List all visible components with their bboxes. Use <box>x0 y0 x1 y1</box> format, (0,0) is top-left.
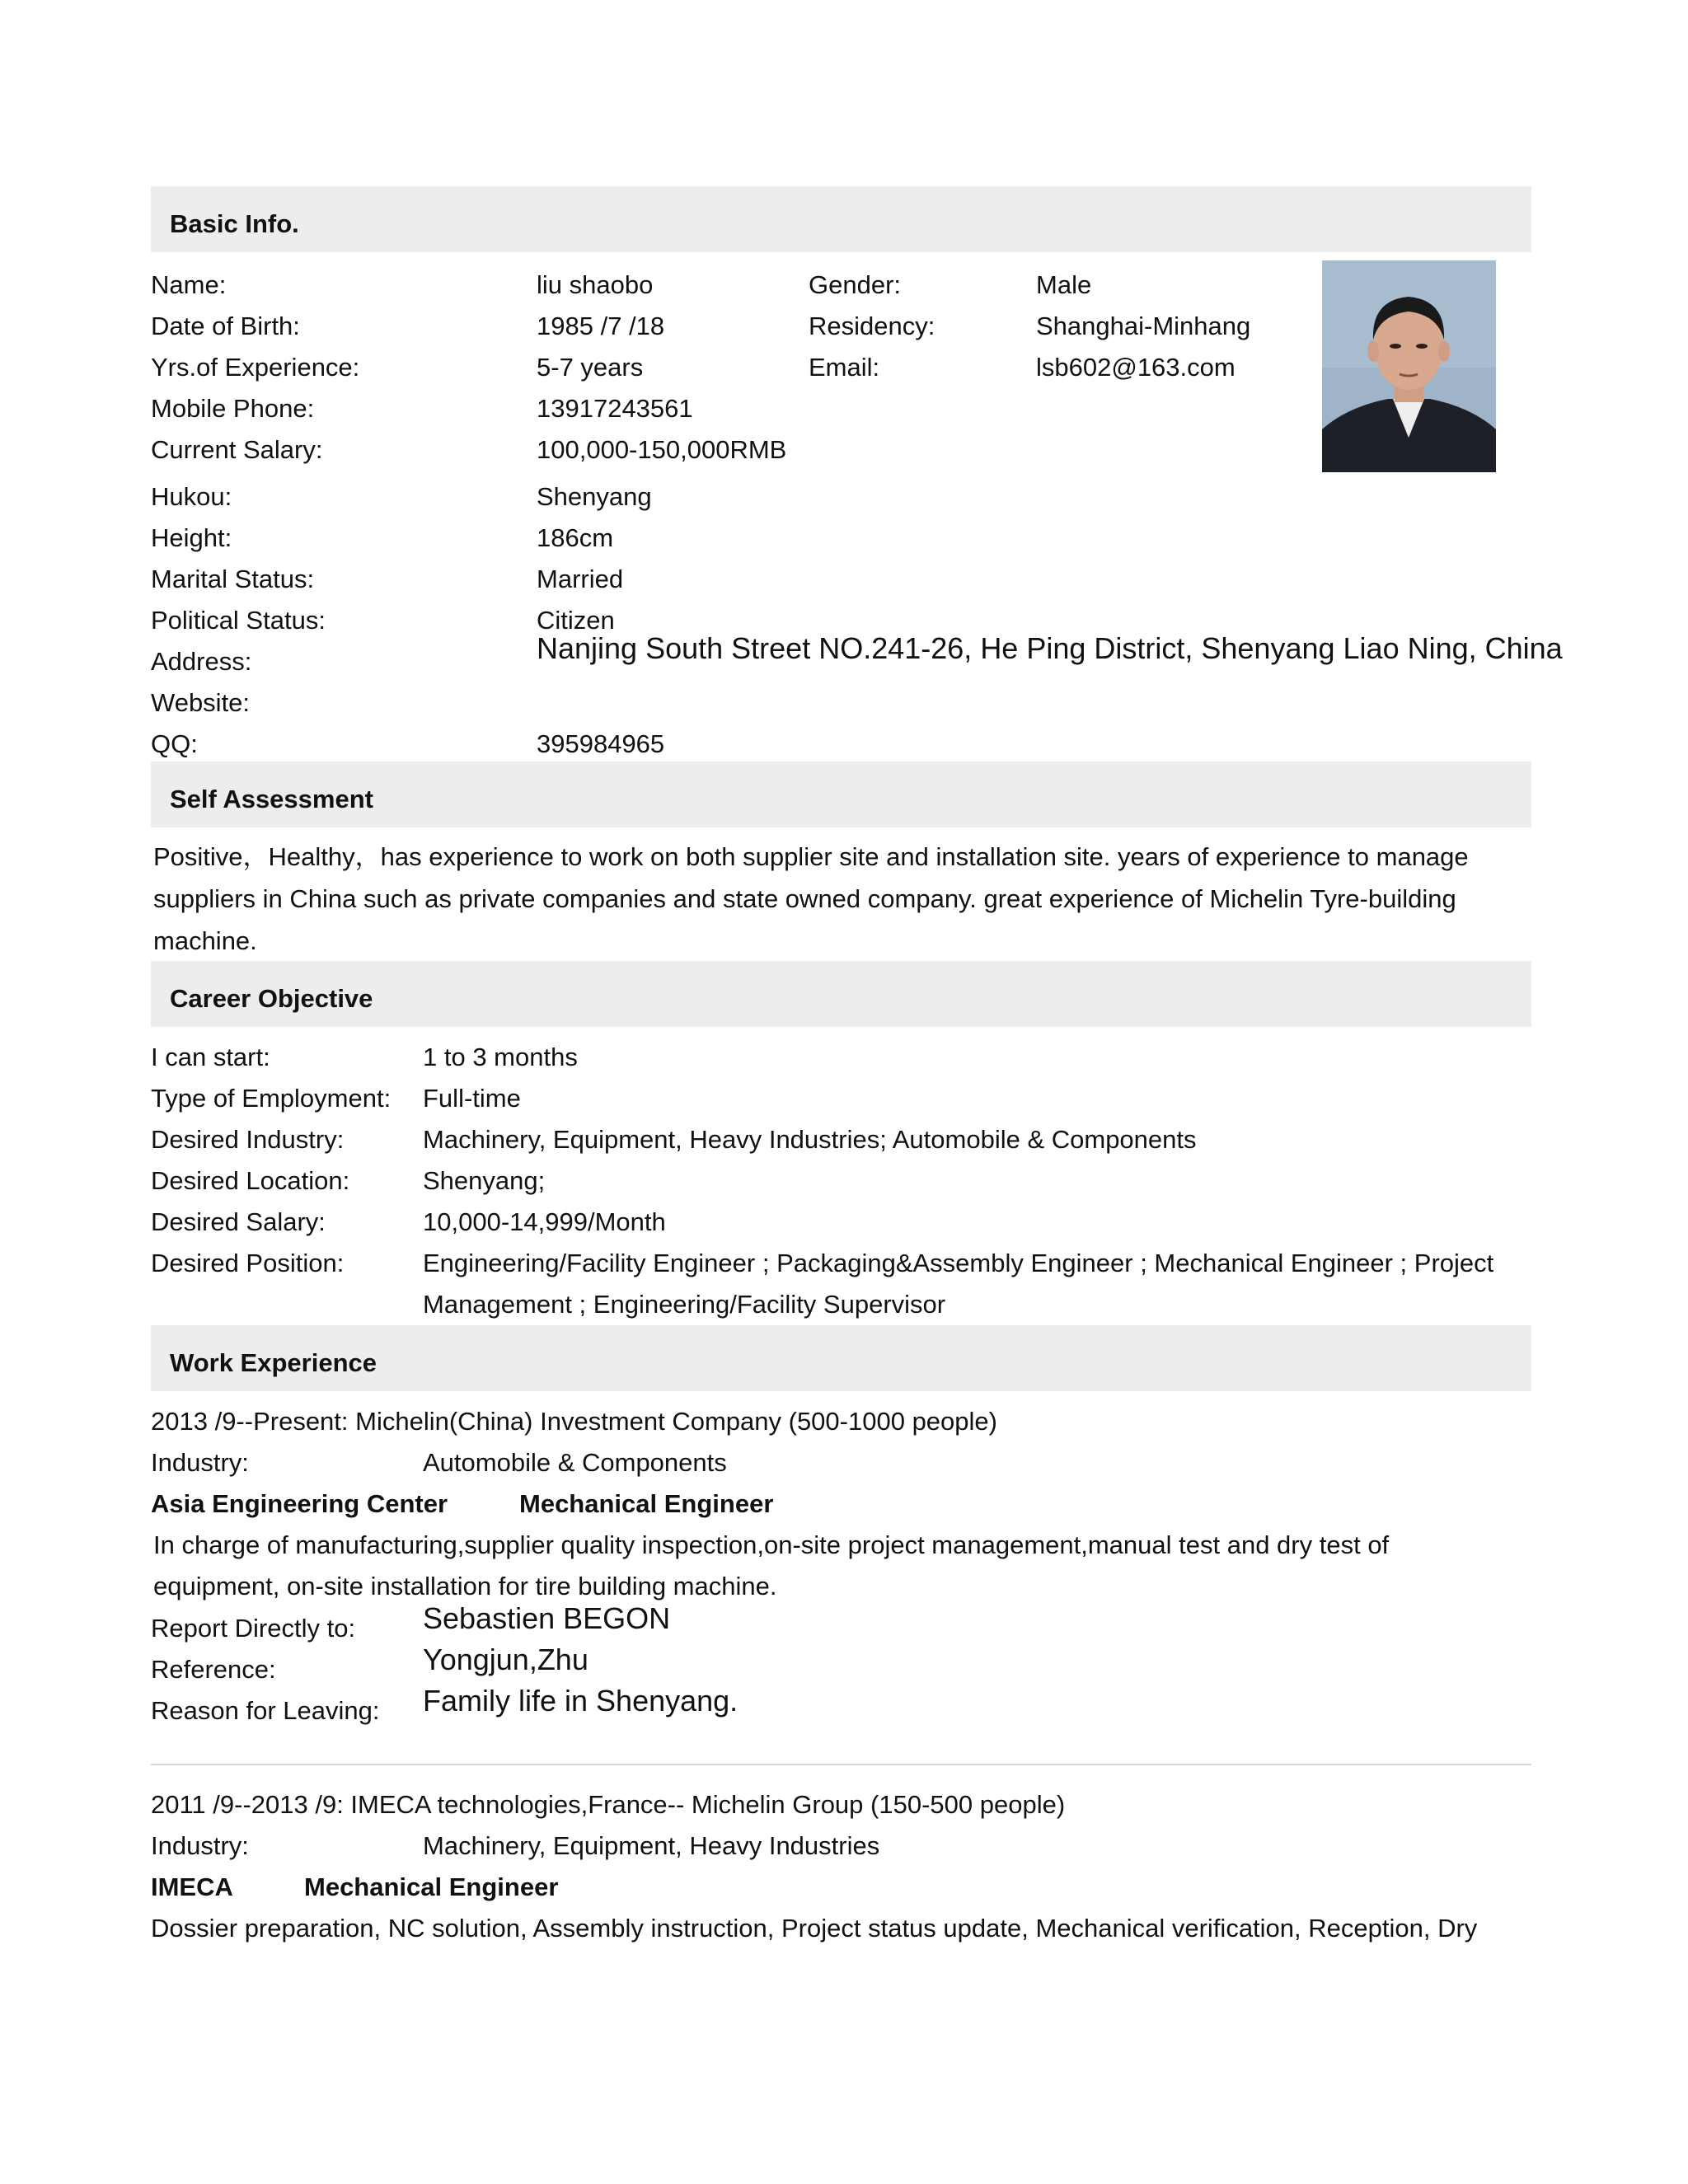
address-label: Address: <box>151 647 252 676</box>
report-value: Sebastien BEGON <box>423 1601 671 1635</box>
mobile-value: 13917243561 <box>537 394 693 423</box>
desired-position-line2: Management ; Engineering/Facility Supervisor <box>423 1290 946 1319</box>
job1-header: 2013 /9--Present: Michelin(China) Investment Company (500-1000 people) <box>151 1407 997 1436</box>
height-value: 186cm <box>537 523 614 552</box>
gender-label: Gender: <box>809 270 902 299</box>
job2-industry-label: Industry: <box>151 1831 249 1860</box>
job1-description: In charge of manufacturing,supplier quality inspection,on-site project management,manual test and dry test of equipment, on-site installation for tire building machine. <box>153 1530 1390 1601</box>
job2-header: 2011 /9--2013 /9: IMECA technologies,France-- Michelin Group (150-500 people) <box>151 1790 1066 1819</box>
start-value: 1 to 3 months <box>423 1043 578 1071</box>
basic-info-header <box>151 186 1531 252</box>
employment-type-value: Full-time <box>423 1084 521 1113</box>
report-label: Report Directly to: <box>151 1614 356 1643</box>
job2-position: Mechanical Engineer <box>304 1872 559 1901</box>
self-assessment-header <box>151 762 1531 827</box>
desired-salary-value: 10,000-14,999/Month <box>423 1207 666 1236</box>
residency-label: Residency: <box>809 312 935 340</box>
job1-industry-label: Industry: <box>151 1448 249 1477</box>
current-salary-label: Current Salary: <box>151 435 323 464</box>
email-label: Email: <box>809 353 880 382</box>
residency-value: Shanghai-Minhang <box>1036 312 1251 340</box>
experience-label: Yrs.of Experience: <box>151 353 360 382</box>
gender-value: Male <box>1036 270 1092 299</box>
desired-salary-label: Desired Salary: <box>151 1207 326 1236</box>
reference-value: Yongjun,Zhu <box>423 1643 588 1676</box>
career-objective-header <box>151 961 1531 1027</box>
dob-label: Date of Birth: <box>151 312 300 340</box>
portrait-image <box>1322 260 1496 472</box>
desired-position-label: Desired Position: <box>151 1249 345 1277</box>
job-divider <box>151 1764 1531 1765</box>
dob-value: 1985 /7 /18 <box>537 312 665 340</box>
job1-position: Mechanical Engineer <box>519 1489 774 1518</box>
start-label: I can start: <box>151 1043 270 1071</box>
political-value: Citizen <box>537 606 615 635</box>
desired-location-label: Desired Location: <box>151 1166 350 1195</box>
political-label: Political Status: <box>151 606 326 635</box>
website-label: Website: <box>151 688 251 717</box>
job2-description: Dossier preparation, NC solution, Assembly instruction, Project status update, Mechanical verification, Reception, Dry <box>151 1914 1478 1943</box>
profile-photo <box>1322 260 1496 472</box>
reason-value: Family life in Shenyang. <box>423 1684 738 1718</box>
hukou-value: Shenyang <box>537 482 652 511</box>
qq-value: 395984965 <box>537 729 665 758</box>
desired-position-line1: Engineering/Facility Engineer ; Packaging&Assembly Engineer ; Mechanical Engineer ; Project <box>423 1249 1494 1277</box>
reason-label: Reason for Leaving: <box>151 1696 380 1725</box>
career-objective-title: Career Objective <box>170 984 373 1013</box>
desired-industry-label: Desired Industry: <box>151 1125 345 1154</box>
marital-value: Married <box>537 565 624 593</box>
name-value: liu shaobo <box>537 270 654 299</box>
job1-department: Asia Engineering Center <box>151 1489 448 1518</box>
current-salary-value: 100,000-150,000RMB <box>537 435 787 464</box>
desired-location-value: Shenyang; <box>423 1166 546 1195</box>
mobile-label: Mobile Phone: <box>151 394 315 423</box>
reference-label: Reference: <box>151 1655 276 1684</box>
desired-industry-value: Machinery, Equipment, Heavy Industries; Automobile & Components <box>423 1125 1197 1154</box>
job2-industry-value: Machinery, Equipment, Heavy Industries <box>423 1831 880 1860</box>
employment-type-label: Type of Employment: <box>151 1084 392 1113</box>
marital-label: Marital Status: <box>151 565 315 593</box>
hukou-label: Hukou: <box>151 482 232 511</box>
job1-industry-value: Automobile & Components <box>423 1448 727 1477</box>
experience-value: 5-7 years <box>537 353 644 382</box>
height-label: Height: <box>151 523 232 552</box>
self-assessment-text: Positive，Healthy，has experience to work on both supplier site and installation site. years of experience to manage suppliers in China such as private companies and state owned company. great experience of Michelin Tyre-building machine. <box>153 842 1469 955</box>
basic-info-title: Basic Info. <box>170 209 299 238</box>
email-value[interactable]: lsb602@163.com <box>1036 353 1236 382</box>
work-experience-header <box>151 1325 1531 1391</box>
name-label: Name: <box>151 270 227 299</box>
qq-label: QQ: <box>151 729 198 758</box>
address-value: Nanjing South Street NO.241-26, He Ping District, Shenyang Liao Ning, China <box>537 631 1563 665</box>
work-experience-title: Work Experience <box>170 1348 377 1377</box>
self-assessment-title: Self Assessment <box>170 785 373 813</box>
job2-department: IMECA <box>151 1872 233 1901</box>
